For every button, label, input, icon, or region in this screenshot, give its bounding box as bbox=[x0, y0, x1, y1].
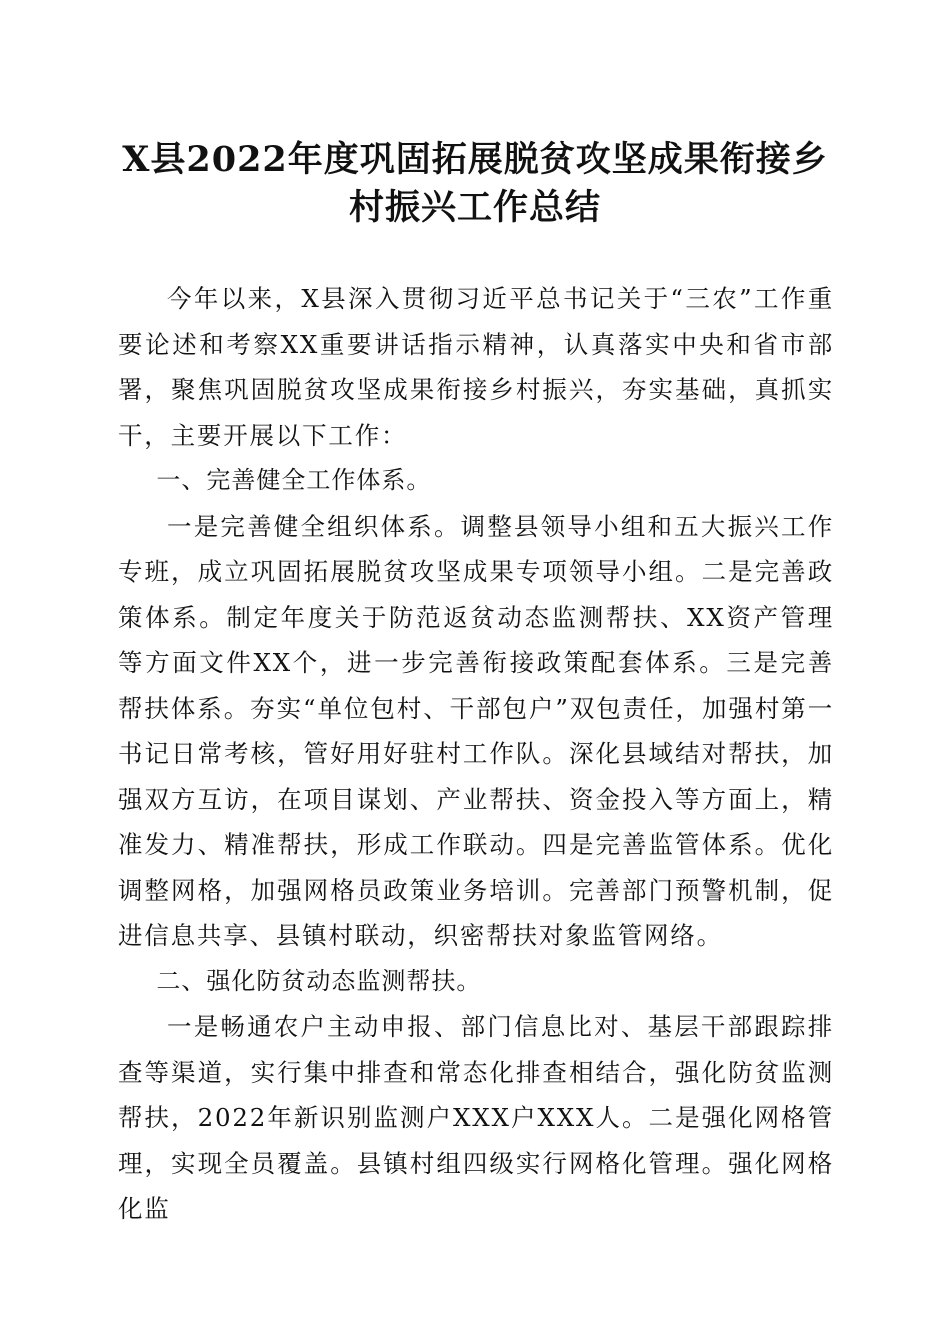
section-heading-1: 一、完善健全工作体系。 bbox=[156, 466, 432, 494]
title-line-1: X县2022年度巩固拓展脱贫攻坚成果衔接乡 bbox=[122, 139, 828, 180]
intro-paragraph: 今年以来，X县深入贯彻习近平总书记关于“三农”工作重要论述和考察XX重要讲话指示精神，认真落实中央和省市部署，聚焦巩固脱贫攻坚成果衔接乡村振兴，夯实基础，真抓实干，主要开展以下工作： bbox=[118, 284, 834, 450]
section-body-2: 一是畅通农户主动申报、部门信息比对、基层干部跟踪排查等渠道，实行集中排查和常态化排查相结合，强化防贫监测帮扶，2022年新识别监测户XXX户XXX人。二是强化网格管理，实现全员覆盖。县镇村组四级实行网格化管理。强化网格化监 bbox=[118, 1012, 834, 1223]
section-heading-2: 二、强化防贫动态监测帮扶。 bbox=[156, 966, 482, 995]
section-body-1: 一是完善健全组织体系。调整县领导小组和五大振兴工作专班，成立巩固拓展脱贫攻坚成果专项领导小组。二是完善政策体系。制定年度关于防范返贫动态监测帮扶、XX资产管理等方面文件XX个，进一步完善衔接政策配套体系。三是完善帮扶体系。夯实“单位包村、干部包户”双包责任，加强村第一书记日常考核，管好用好驻村工作队。深化县域结对帮扶，加强双方互访，在项目谋划、产业帮扶、资金投入等方面上，精准发力、精准帮扶，形成工作联动。四是完善监管体系。优化调整网格，加强网格员政策业务培训。完善部门预警机制，促进信息共享、县镇村联动，织密帮扶对象监管网络。 bbox=[118, 511, 834, 950]
document-body bbox=[118, 276, 834, 1232]
title-line-2: 村振兴工作总结 bbox=[348, 187, 601, 228]
document-title bbox=[110, 136, 840, 232]
